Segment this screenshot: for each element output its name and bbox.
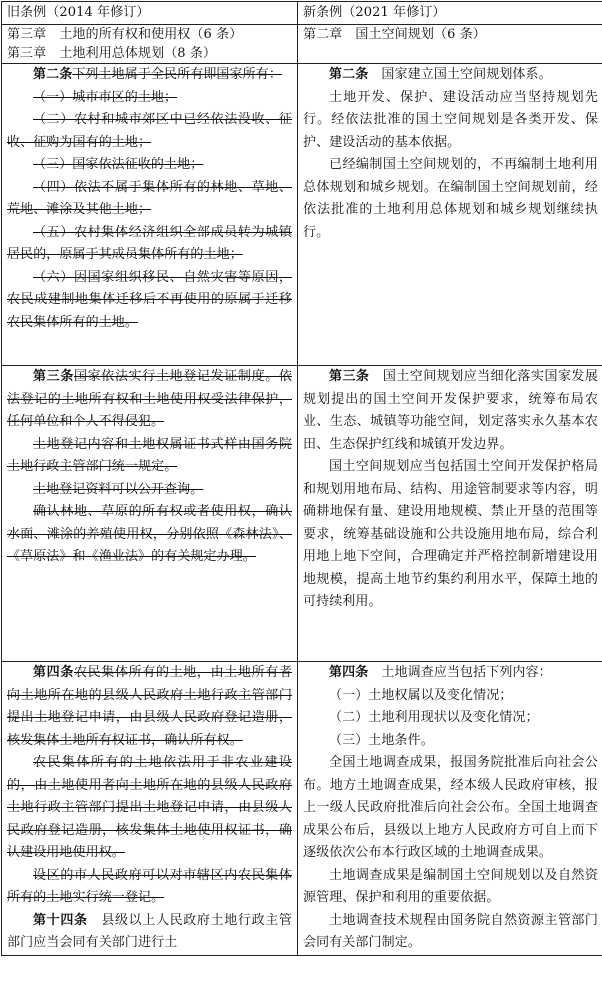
new-article-2-title: 第二条 [329, 67, 369, 82]
new-article-2-first: 第二条 国家建立国土空间规划体系。 [329, 67, 552, 82]
new-chapters [298, 25, 602, 64]
old-article-2-item-4: （四）依法不属于集体所有的林地、草地、荒地、滩涂及其他土地； [7, 179, 292, 217]
old-article-3-p2: 土地登记内容和土地权属证书式样由国务院土地行政主管部门统一规定。 [7, 436, 292, 474]
new-header: 新条例（2021 年修订） [298, 2, 602, 25]
article-row-1 [2, 64, 602, 366]
old-article-14-title: 第十四条 [33, 912, 88, 928]
chapter-row [2, 25, 602, 64]
comparison-table [1, 1, 602, 956]
old-article-14: 第十四条 县级以上人民政府土地行政主管部门应当会同有关部门进行土 [7, 912, 292, 950]
old-article-2-item-3: （三）国家依法征收的土地； [33, 157, 204, 172]
old-article-3-title: 第三条 [33, 369, 74, 384]
old-article-3 [2, 366, 298, 662]
new-article-4-item-2: （二）土地利用现状以及变化情况； [329, 710, 539, 725]
new-article-2-p2: 土地开发、保护、建设活动应当坚持规划先行。经依法批准的国土空间规划是各类开发、保护、建设活动的基本依据。 [303, 89, 598, 150]
new-article-4-p2: 全国土地调查成果，报国务院批准后向社会公布。地方土地调查成果，经本级人民政府审核，报上一级人民政府批准后向社会公布。全国土地调查成果公布后，县级以上地方人民政府方可自上而下逐级依次公布本行政区域的土地调查成果。 [303, 755, 598, 860]
old-article-2-item-2: （二）农村和城市郊区中已经依法没收、征收、征购为国有的土地； [7, 112, 292, 150]
old-article-4-title: 第四条 [33, 665, 74, 680]
article-row-3 [2, 662, 602, 956]
new-chapter-1: 第二章 国土空间规划（6 条） [303, 27, 486, 42]
old-chapter-2: 第三章 土地利用总体规划（8 条） [7, 46, 217, 61]
old-article-4-p2: 农民集体所有的土地依法用于非农业建设的，由土地使用者向土地所在地的县级人民政府土地行政主管部门提出土地登记申请，由县级人民政府登记造册，核发集体土地使用权证书，确认建设用地使用权。 [7, 755, 292, 860]
old-article-3-p3: 土地登记资料可以公开查询。 [33, 481, 204, 497]
new-article-4-title: 第四条 [329, 665, 369, 680]
old-header: 旧条例（2014 年修订） [2, 2, 298, 25]
new-article-4-item-1: （一）土地权属以及变化情况； [329, 687, 513, 703]
new-article-3-p2: 国土空间规划应当包括国土空间开发保护格局和规划用地布局、结构、用途管制要求等内容，明确耕地保有量、建设用地规模、禁止开垦的范围等要求，统筹基础设施和公共设施用地布局，综合利用地上地下空间，合理确定并严格控制新增建设用地规模，提高土地节约集约利用水平，保障土地的可持续利用。 [303, 459, 598, 609]
old-article-2-item-5: （五）农村集体经济组织全部成员转为城镇居民的，原属于其成员集体所有的土地； [7, 224, 292, 262]
new-article-4-p4: 土地调查技术规程由国务院自然资源主管部门会同有关部门制定。 [303, 912, 598, 950]
old-article-4 [2, 662, 298, 956]
new-article-4 [298, 662, 602, 956]
old-article-3-p4: 确认林地、草原的所有权或者使用权，确认水面、滩涂的养殖使用权，分别依照《森林法》、《草原法》和《渔业法》的有关规定办理。 [7, 504, 292, 564]
header-row [2, 2, 602, 25]
new-article-3-first: 第三条 国土空间规划应当细化落实国家发展规划提出的国土空间开发保护要求，统筹布局农业、生态、城镇等功能空间，划定落实永久基本农田、生态保护红线和城镇开发边界。 [303, 369, 598, 452]
new-article-4-first: 第四条 土地调查应当包括下列内容： [329, 665, 552, 680]
new-article-3 [298, 366, 602, 662]
old-article-2 [2, 64, 298, 366]
new-article-4-item-3: （三）土地条件。 [329, 732, 434, 748]
new-article-2 [298, 64, 602, 366]
new-article-4-p3: 土地调查成果是编制国土空间规划以及自然资源管理、保护和利用的重要依据。 [303, 867, 598, 905]
old-article-4-p1: 第四条农民集体所有的土地，由土地所有者向土地所在地的县级人民政府土地行政主管部门提出土地登记申请，由县级人民政府登记造册，核发集体土地所有权证书，确认所有权。 [7, 665, 292, 748]
article-row-2 [2, 366, 602, 662]
new-article-2-p3: 已经编制国土空间规划的，不再编制土地利用总体规划和城乡规划。在编制国土空间规划前，经依法批准的土地利用总体规划和城乡规划继续执行。 [303, 157, 598, 240]
old-article-4-p3: 设区的市人民政府可以对市辖区内农民集体所有的土地实行统一登记。 [7, 867, 292, 905]
old-article-2-intro: 第二条下列土地属于全民所有即国家所有： [33, 67, 282, 82]
old-article-2-title: 第二条 [33, 67, 73, 82]
old-article-2-item-6: （六）因国家组织移民、自然灾害等原因，农民成建制地集体迁移后不再使用的原属于迁移农民集体所有的土地。 [7, 269, 292, 330]
new-article-3-title: 第三条 [329, 369, 370, 384]
old-chapters [2, 25, 298, 64]
old-chapter-1: 第三章 土地的所有权和使用权（6 条） [7, 27, 243, 42]
old-article-3-p1: 第三条国家依法实行土地登记发证制度。依法登记的土地所有权和土地使用权受法律保护，任何单位和个人不得侵犯。 [7, 369, 292, 429]
old-article-2-item-1: （一）城市市区的土地； [33, 89, 178, 105]
